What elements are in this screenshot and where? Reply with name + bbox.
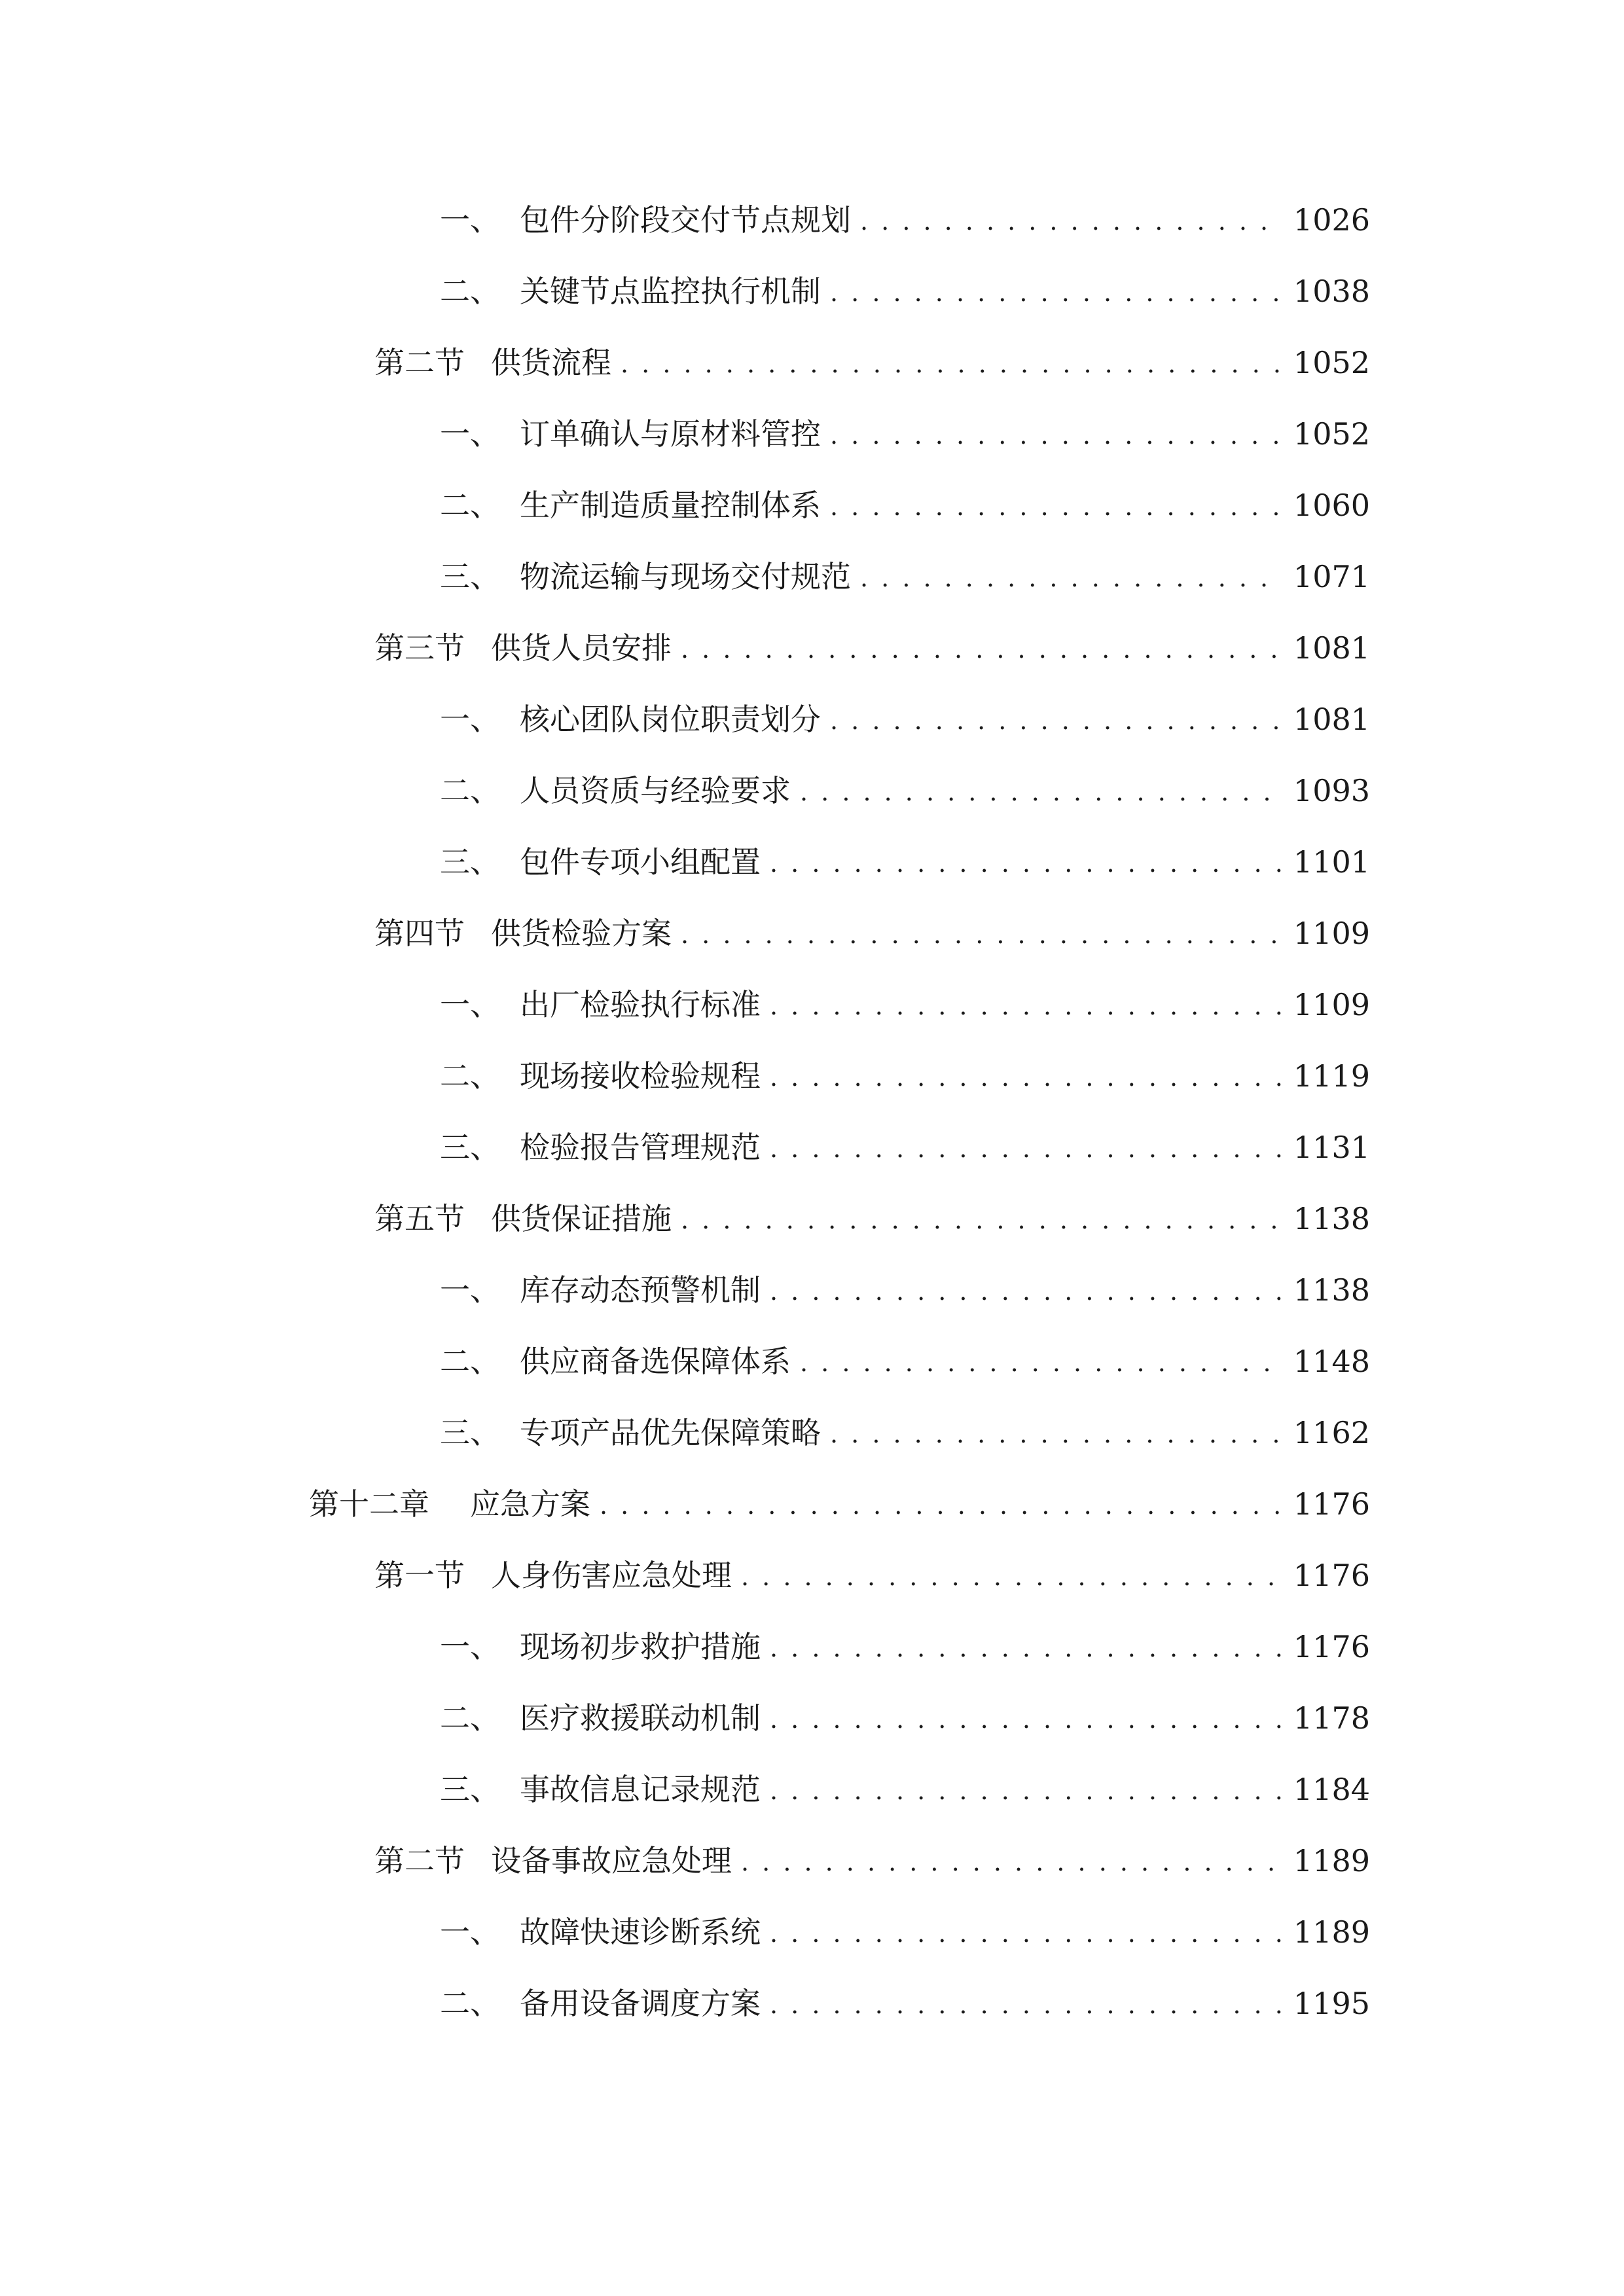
dot-leader xyxy=(770,1977,1282,2030)
toc-entry-title: 物流运输与现场交付规范 xyxy=(520,559,851,594)
toc-entry-number: 一、 xyxy=(440,1272,500,1308)
toc-entry-number: 三、 xyxy=(440,1415,500,1450)
toc-entry-number: 三、 xyxy=(440,559,500,594)
toc-entry[interactable] xyxy=(440,1335,1370,1388)
toc-entry-number: 三、 xyxy=(440,844,500,880)
toc-entry-page: 1093 xyxy=(1293,773,1370,808)
dot-leader xyxy=(770,836,1282,888)
toc-entry-page: 1071 xyxy=(1293,559,1370,594)
toc-entry-page: 1176 xyxy=(1293,1486,1370,1522)
toc-entry-title: 供货流程 xyxy=(491,345,611,380)
toc-entry[interactable] xyxy=(374,1549,1370,1602)
toc-entry-number: 一、 xyxy=(440,1914,500,1950)
toc-entry-title: 出厂检验执行标准 xyxy=(520,987,761,1022)
dot-leader xyxy=(681,907,1282,960)
toc-entry-page: 1195 xyxy=(1293,1986,1370,2021)
dot-leader xyxy=(741,1835,1282,1887)
toc-entry-number: 第四节 xyxy=(374,916,465,951)
toc-entry[interactable] xyxy=(440,978,1370,1031)
dot-leader xyxy=(770,1050,1282,1102)
toc-entry-number: 第三节 xyxy=(374,630,465,666)
dot-leader xyxy=(600,1478,1282,1530)
toc-entry-number: 第五节 xyxy=(374,1201,465,1236)
toc-entry-page: 1038 xyxy=(1293,274,1370,309)
toc-entry-title: 故障快速诊断系统 xyxy=(520,1914,761,1950)
toc-entry-title: 库存动态预警机制 xyxy=(520,1272,761,1308)
dot-leader xyxy=(860,550,1282,603)
dot-leader xyxy=(770,1906,1282,1958)
toc-entry-title: 应急方案 xyxy=(470,1486,590,1522)
dot-leader xyxy=(770,1264,1282,1316)
toc-entry-number: 一、 xyxy=(440,202,500,238)
dot-leader xyxy=(860,194,1282,246)
toc-entry-title: 人身伤害应急处理 xyxy=(491,1558,732,1593)
toc-entry[interactable] xyxy=(374,1835,1370,1887)
toc-entry-title: 专项产品优先保障策略 xyxy=(520,1415,821,1450)
toc-entry-page: 1081 xyxy=(1293,630,1370,666)
dot-leader xyxy=(621,336,1282,389)
dot-leader xyxy=(830,1407,1282,1459)
dot-leader xyxy=(770,978,1282,1031)
toc-entry-number: 二、 xyxy=(440,1058,500,1094)
toc-entry-title: 事故信息记录规范 xyxy=(520,1772,761,1807)
toc-entry-title: 核心团队岗位职责划分 xyxy=(520,702,821,737)
toc-entry[interactable] xyxy=(374,622,1370,674)
toc-entry-title: 设备事故应急处理 xyxy=(491,1843,732,1878)
toc-entry[interactable] xyxy=(440,408,1370,460)
toc-entry-number: 二、 xyxy=(440,1344,500,1379)
toc-entry-number: 一、 xyxy=(440,1629,500,1664)
toc-entry-number: 二、 xyxy=(440,274,500,309)
toc-entry-number: 三、 xyxy=(440,1772,500,1807)
toc-entry-title: 供货人员安排 xyxy=(491,630,672,666)
toc-entry[interactable] xyxy=(309,1478,1370,1530)
toc-entry-title: 备用设备调度方案 xyxy=(520,1986,761,2021)
toc-entry-page: 1109 xyxy=(1293,987,1370,1022)
toc-entry[interactable] xyxy=(440,764,1370,817)
toc-entry[interactable] xyxy=(440,1407,1370,1459)
toc-entry[interactable] xyxy=(440,1050,1370,1102)
toc-entry[interactable] xyxy=(440,194,1370,246)
toc-entry[interactable] xyxy=(440,836,1370,888)
toc-entry[interactable] xyxy=(440,550,1370,603)
toc-entry-title: 包件专项小组配置 xyxy=(520,844,761,880)
toc-entry-page: 1189 xyxy=(1293,1843,1370,1878)
toc-entry[interactable] xyxy=(440,1264,1370,1316)
toc-entry-page: 1052 xyxy=(1293,345,1370,380)
toc-entry-page: 1131 xyxy=(1293,1130,1370,1165)
toc-entry-title: 供货检验方案 xyxy=(491,916,672,951)
toc-entry-page: 1119 xyxy=(1293,1058,1370,1094)
toc-entry-page: 1176 xyxy=(1293,1558,1370,1593)
toc-entry-title: 生产制造质量控制体系 xyxy=(520,488,821,523)
toc-entry[interactable] xyxy=(440,1692,1370,1744)
toc-entry-title: 包件分阶段交付节点规划 xyxy=(520,202,851,238)
dot-leader xyxy=(741,1549,1282,1602)
toc-entry-title: 现场初步救护措施 xyxy=(520,1629,761,1664)
toc-entry-title: 检验报告管理规范 xyxy=(520,1130,761,1165)
toc-entry[interactable] xyxy=(374,907,1370,960)
toc-entry-title: 人员资质与经验要求 xyxy=(520,773,791,808)
toc-entry-page: 1138 xyxy=(1293,1201,1370,1236)
toc-entry-title: 供应商备选保障体系 xyxy=(520,1344,791,1379)
toc-entry[interactable] xyxy=(440,265,1370,317)
toc-entry[interactable] xyxy=(374,1193,1370,1245)
toc-entry[interactable] xyxy=(440,479,1370,531)
dot-leader xyxy=(830,693,1282,745)
toc-entry-number: 第一节 xyxy=(374,1558,465,1593)
toc-entry-number: 三、 xyxy=(440,1130,500,1165)
toc-entry-number: 二、 xyxy=(440,1700,500,1736)
toc-entry[interactable] xyxy=(440,1906,1370,1958)
dot-leader xyxy=(770,1621,1282,1673)
toc-entry-page: 1162 xyxy=(1293,1415,1370,1450)
toc-entry-page: 1184 xyxy=(1293,1772,1370,1807)
toc-entry-number: 第二节 xyxy=(374,1843,465,1878)
toc-entry-page: 1138 xyxy=(1293,1272,1370,1308)
toc-entry-title: 订单确认与原材料管控 xyxy=(520,416,821,452)
dot-leader xyxy=(770,1121,1282,1174)
toc-entry-page: 1148 xyxy=(1293,1344,1370,1379)
toc-entry-page: 1060 xyxy=(1293,488,1370,523)
dot-leader xyxy=(681,622,1282,674)
toc-entry-number: 一、 xyxy=(440,702,500,737)
toc-entry-title: 现场接收检验规程 xyxy=(520,1058,761,1094)
toc-entry-page: 1178 xyxy=(1293,1700,1370,1736)
toc-entry-page: 1081 xyxy=(1293,702,1370,737)
toc-entry[interactable] xyxy=(440,1121,1370,1174)
toc-entry-number: 第二节 xyxy=(374,345,465,380)
toc-entry-page: 1176 xyxy=(1293,1629,1370,1664)
toc-entry-page: 1026 xyxy=(1293,202,1370,238)
dot-leader xyxy=(830,408,1282,460)
toc-entry[interactable] xyxy=(440,1763,1370,1816)
toc-entry-title: 关键节点监控执行机制 xyxy=(520,274,821,309)
dot-leader xyxy=(681,1193,1282,1245)
dot-leader xyxy=(800,1335,1282,1388)
toc-entry-number: 一、 xyxy=(440,987,500,1022)
toc-entry-number: 二、 xyxy=(440,488,500,523)
toc-entry-title: 医疗救援联动机制 xyxy=(520,1700,761,1736)
toc-entry[interactable] xyxy=(440,693,1370,745)
toc-entry-page: 1109 xyxy=(1293,916,1370,951)
toc-entry-number: 一、 xyxy=(440,416,500,452)
dot-leader xyxy=(830,479,1282,531)
dot-leader xyxy=(770,1763,1282,1816)
toc-entry[interactable] xyxy=(440,1977,1370,2030)
toc-entry-page: 1189 xyxy=(1293,1914,1370,1950)
toc-entry-page: 1052 xyxy=(1293,416,1370,452)
dot-leader xyxy=(830,265,1282,317)
toc-entry[interactable] xyxy=(440,1621,1370,1673)
toc-entry-number: 第十二章 xyxy=(309,1486,429,1522)
toc-entry-number: 二、 xyxy=(440,1986,500,2021)
toc-entry-number: 二、 xyxy=(440,773,500,808)
dot-leader xyxy=(800,764,1282,817)
toc-entry-title: 供货保证措施 xyxy=(491,1201,672,1236)
dot-leader xyxy=(770,1692,1282,1744)
toc-entry-page: 1101 xyxy=(1293,844,1370,880)
toc-entry[interactable] xyxy=(374,336,1370,389)
